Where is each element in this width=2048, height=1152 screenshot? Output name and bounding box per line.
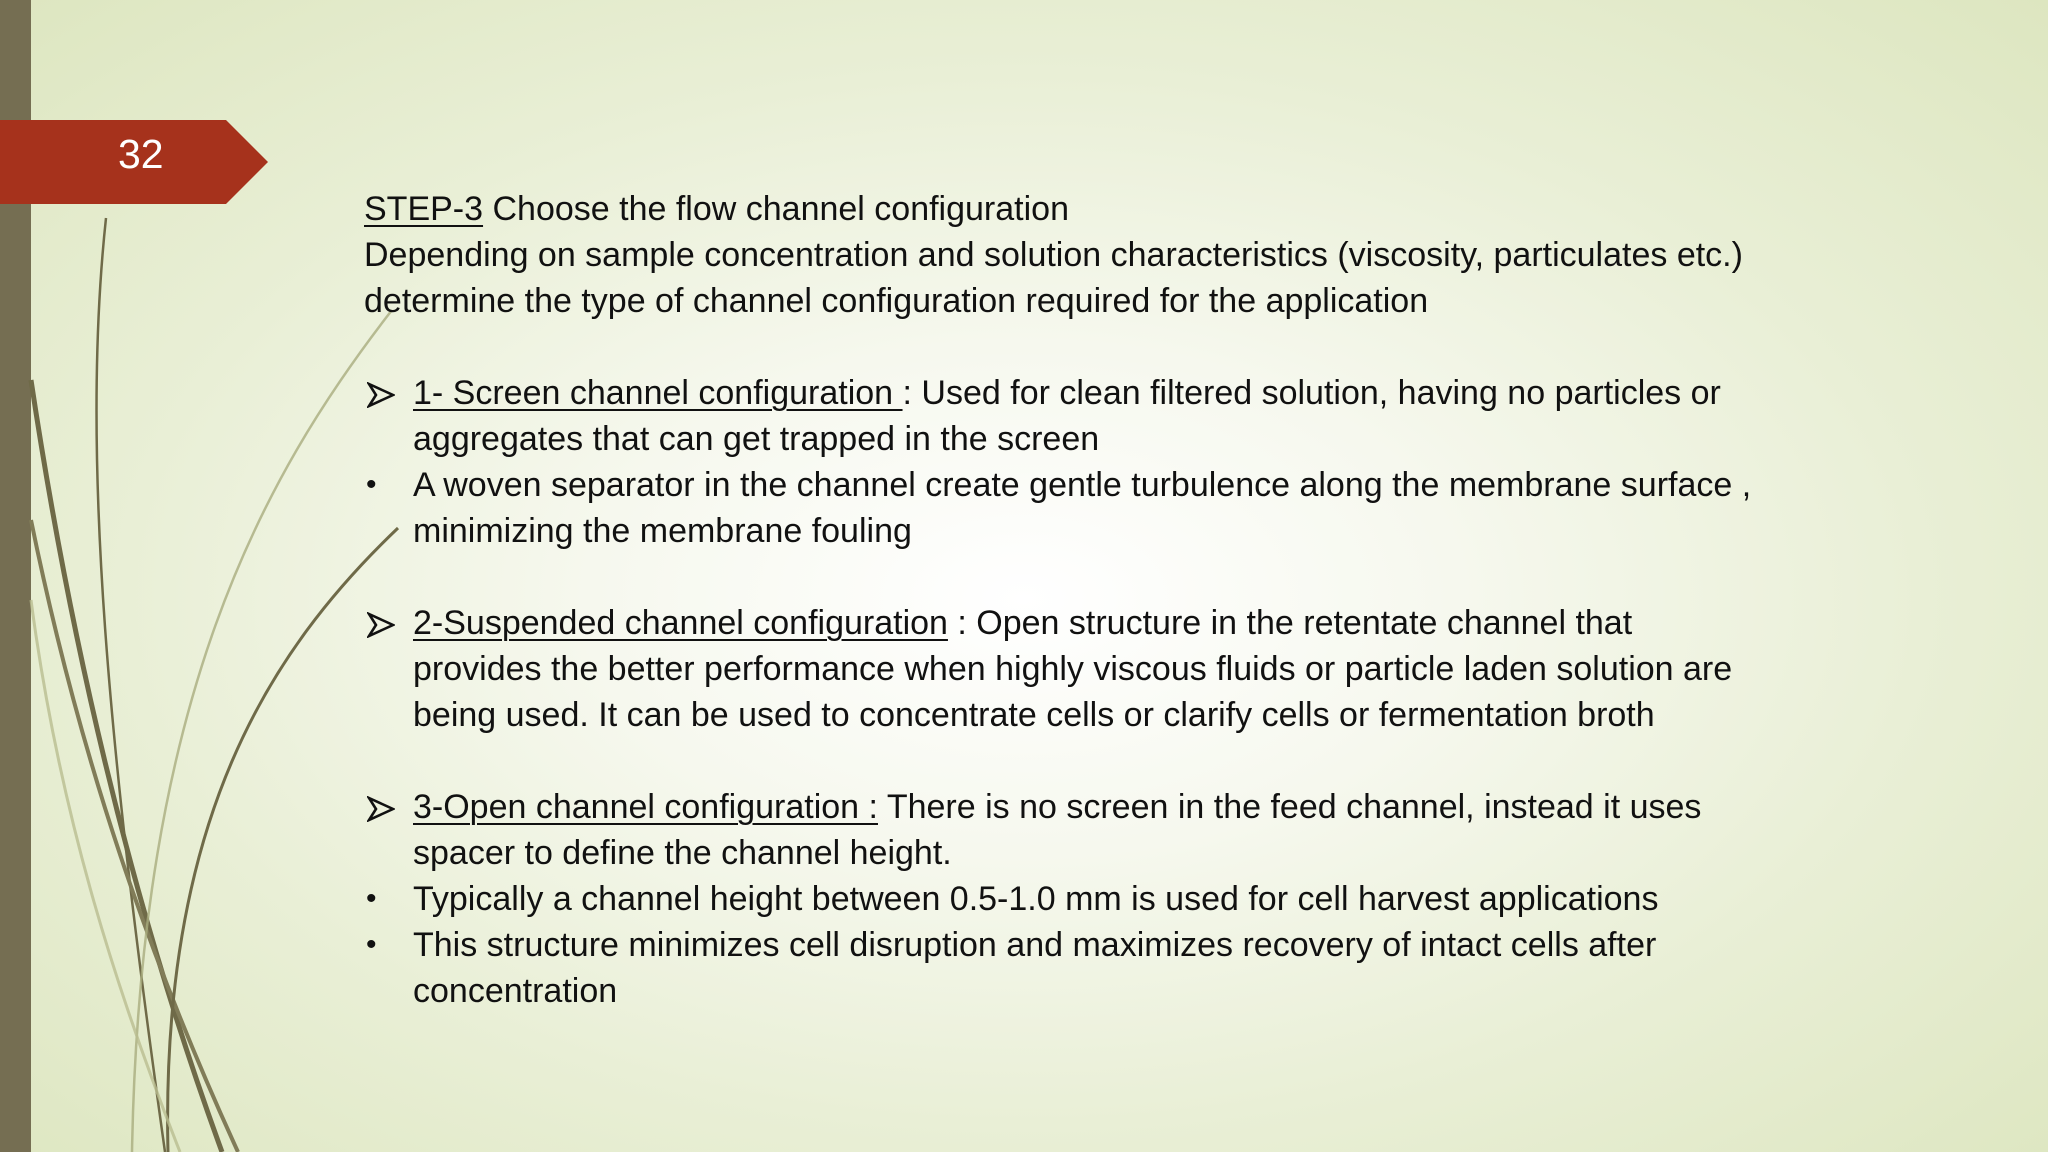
section-open-channel	[364, 784, 1844, 876]
bullet-glyph: •	[366, 882, 377, 915]
spacer	[364, 554, 1844, 600]
section-1-line-1	[413, 370, 1844, 416]
step-title: Choose the flow channel configuration	[483, 190, 1069, 228]
bullet-channel-height	[364, 876, 1844, 922]
spacer	[364, 324, 1844, 370]
section-3-label: 3-Open channel configuration :	[413, 788, 878, 826]
section-suspended-channel	[364, 600, 1844, 738]
section-3-line-1	[413, 784, 1844, 830]
intro-line-2: determine the type of channel configuration required for the application	[364, 282, 1429, 320]
spacer	[364, 738, 1844, 784]
section-screen-channel	[364, 370, 1844, 462]
bullet-1-line-1: A woven separator in the channel create gentle turbulence along the membrane surface ,	[413, 466, 1752, 504]
bullet-woven-separator	[364, 462, 1844, 554]
step-heading	[364, 186, 1844, 232]
section-3-line-2: spacer to define the channel height.	[413, 834, 952, 872]
bullet-cell-disruption	[364, 922, 1844, 1014]
step-label: STEP-3	[364, 190, 484, 228]
bullet-1-line-2: minimizing the membrane fouling	[413, 512, 912, 550]
bullet-3-line-1: This structure minimizes cell disruption and maximizes recovery of intact cells after	[413, 926, 1657, 964]
bullet-2-line-1: Typically a channel height between 0.5-1.0 mm is used for cell harvest applications	[413, 880, 1659, 918]
section-2-label: 2-Suspended channel configuration	[413, 604, 948, 642]
section-1-label: 1- Screen channel configuration	[413, 374, 903, 412]
section-2-line-1	[413, 600, 1844, 646]
bullet-glyph: •	[366, 468, 377, 501]
section-2-text: : Open structure in the retentate channel that	[947, 604, 1633, 642]
section-3-text: There is no screen in the feed channel, instead it uses	[877, 788, 1702, 826]
section-2-line-2: provides the better performance when highly viscous fluids or particle laden solution are	[413, 650, 1733, 688]
intro-line-1: Depending on sample concentration and solution characteristics (viscosity, particulates etc.)	[364, 236, 1743, 274]
section-1-text: : Used for clean filtered solution, having no particles or	[902, 374, 1721, 412]
section-2-line-3: being used. It can be used to concentrate cells or clarify cells or fermentation broth	[413, 696, 1655, 734]
section-1-line-2: aggregates that can get trapped in the screen	[413, 420, 1100, 458]
bullet-glyph: •	[366, 928, 377, 961]
bullet-3-line-2: concentration	[413, 972, 618, 1010]
slide-content	[364, 186, 1844, 1014]
slide-number: 32	[118, 131, 164, 177]
